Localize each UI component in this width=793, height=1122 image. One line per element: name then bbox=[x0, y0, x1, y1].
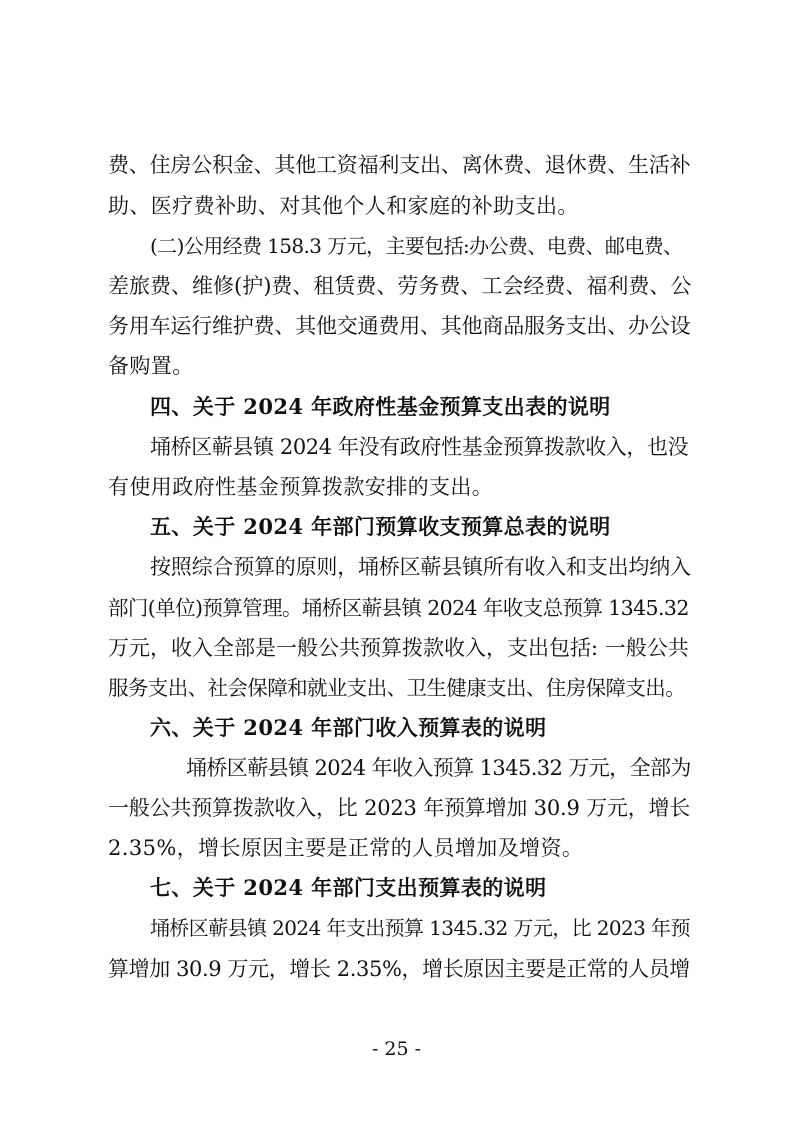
body-text-line: 埇桥区蕲县镇 2024 年收入预算 1345.32 万元，全部为 bbox=[186, 756, 691, 780]
body-text-line: 备购置。 bbox=[108, 354, 194, 378]
body-text-line: 按照综合预算的原则，埇桥区蕲县镇所有收入和支出均纳入 bbox=[150, 555, 691, 579]
body-text-line: (二)公用经费 158.3 万元，主要包括:办公费、电费、邮电费、 bbox=[150, 234, 683, 258]
body-text-line: 算增加 30.9 万元，增长 2.35%，增长原因主要是正常的人员增 bbox=[108, 957, 690, 981]
body-text-line: 2.35%，增长原因主要是正常的人员增加及增资。 bbox=[108, 836, 584, 860]
body-text-line: 埇桥区蕲县镇 2024 年没有政府性基金预算拨款收入，也没 bbox=[150, 435, 689, 459]
section-heading-7: 七、关于 2024 年部门支出预算表的说明 bbox=[150, 875, 547, 900]
body-text-line: 有使用政府性基金预算拨款安排的支出。 bbox=[108, 475, 494, 499]
body-text-line: 服务支出、社会保障和就业支出、卫生健康支出、住房保障支出。 bbox=[108, 676, 686, 700]
body-text-line: 助、医疗费补助、对其他个人和家庭的补助支出。 bbox=[108, 194, 579, 218]
body-text-line: 务用车运行维护费、其他交通费用、其他商品服务支出、办公设 bbox=[108, 314, 691, 338]
section-heading-4: 四、关于 2024 年政府性基金预算支出表的说明 bbox=[150, 394, 611, 419]
page-number: - 25 - bbox=[371, 1038, 422, 1060]
body-text-line: 万元，收入全部是一般公共预算拨款收入，支出包括: 一般公共 bbox=[108, 636, 689, 660]
body-text-line: 差旅费、维修(护)费、租赁费、劳务费、工会经费、福利费、公 bbox=[108, 274, 692, 298]
section-heading-6: 六、关于 2024 年部门收入预算表的说明 bbox=[150, 715, 547, 740]
body-text-line: 部门(单位)预算管理。埇桥区蕲县镇 2024 年收支总预算 1345.32 bbox=[108, 596, 689, 620]
body-text-line: 埇桥区蕲县镇 2024 年支出预算 1345.32 万元，比 2023 年预 bbox=[150, 916, 690, 940]
body-text-line: 费、住房公积金、其他工资福利支出、离休费、退休费、生活补 bbox=[108, 153, 691, 177]
section-heading-5: 五、关于 2024 年部门预算收支预算总表的说明 bbox=[150, 514, 611, 539]
body-text-line: 一般公共预算拨款收入，比 2023 年预算增加 30.9 万元，增长 bbox=[108, 796, 691, 820]
